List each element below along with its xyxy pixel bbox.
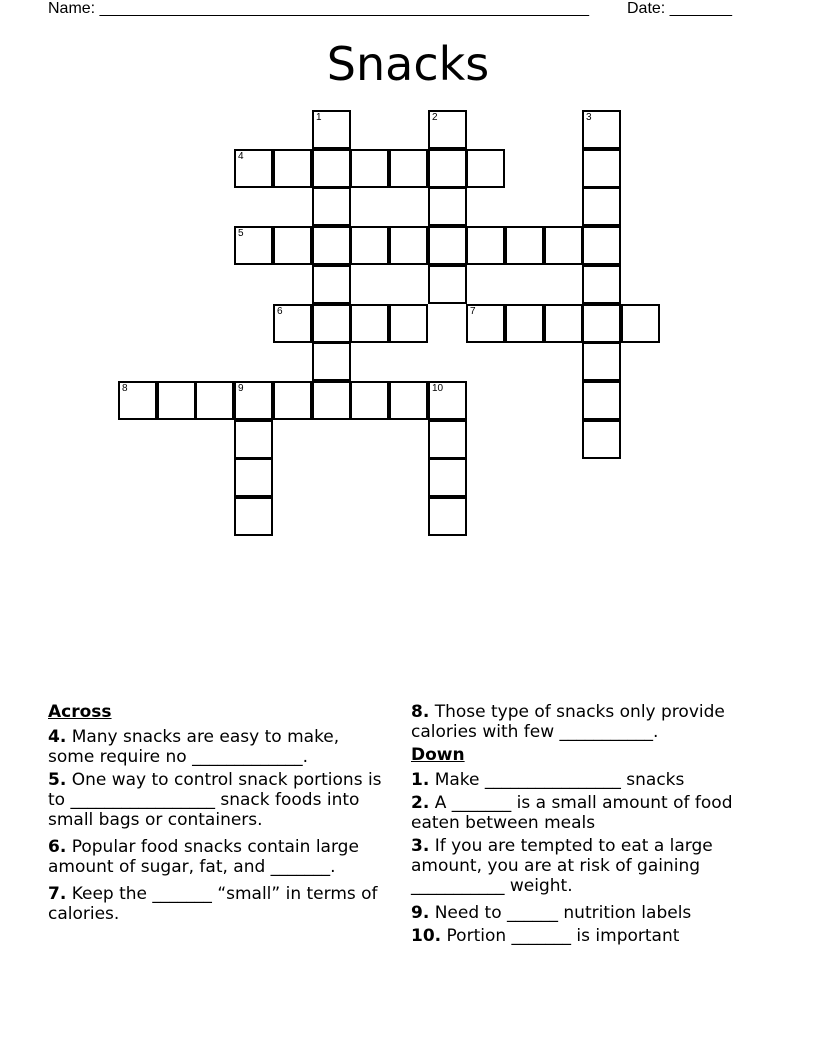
cell-number: 6	[277, 306, 283, 317]
crossword-cell[interactable]	[582, 226, 621, 265]
crossword-cell[interactable]	[350, 149, 389, 188]
crossword-cell[interactable]	[195, 381, 234, 420]
cell-number: 8	[122, 383, 128, 394]
crossword-cell[interactable]	[544, 226, 583, 265]
clue-number: 6.	[48, 837, 67, 857]
crossword-cell[interactable]	[273, 304, 312, 343]
name-field-label: Name: _______________________________________________________	[48, 0, 589, 17]
crossword-cell[interactable]	[273, 381, 312, 420]
clue-down-10	[411, 926, 761, 946]
crossword-cell[interactable]	[312, 342, 351, 381]
crossword-cell[interactable]	[312, 265, 351, 304]
crossword-cell[interactable]	[466, 149, 505, 188]
clue-number: 4.	[48, 727, 67, 747]
crossword-cell[interactable]	[544, 304, 583, 343]
crossword-cell[interactable]	[466, 304, 505, 343]
clue-number: 3.	[411, 836, 430, 856]
crossword-cell[interactable]	[505, 226, 544, 265]
crossword-cell[interactable]	[273, 226, 312, 265]
clue-down-2	[411, 793, 761, 833]
clue-text: Many snacks are easy to make, some require no _____________.	[48, 727, 340, 767]
crossword-cell[interactable]	[234, 381, 273, 420]
cell-number: 3	[586, 112, 592, 123]
crossword-cell[interactable]	[389, 381, 428, 420]
clue-down-1	[411, 770, 761, 790]
clue-number: 5.	[48, 770, 67, 790]
crossword-cell[interactable]	[389, 304, 428, 343]
cell-number: 7	[470, 306, 476, 317]
cell-number: 5	[238, 228, 244, 239]
crossword-cell[interactable]	[582, 381, 621, 420]
clue-text: One way to control snack portions is to _________________ snack foods into small bags or containers.	[48, 770, 382, 830]
crossword-cell[interactable]	[428, 149, 467, 188]
across-heading: Across	[48, 702, 112, 722]
clue-across-7	[48, 884, 388, 924]
clue-text: Popular food snacks contain large amount of sugar, fat, and _______.	[48, 837, 359, 877]
crossword-cell[interactable]	[428, 110, 467, 149]
clue-text: Keep the _______ “small” in terms of calories.	[48, 884, 378, 924]
crossword-cell[interactable]	[350, 304, 389, 343]
crossword-cell[interactable]	[582, 149, 621, 188]
crossword-cell[interactable]	[582, 304, 621, 343]
crossword-cell[interactable]	[428, 420, 467, 459]
date-field-label: Date: _______	[627, 0, 732, 17]
crossword-cell[interactable]	[350, 226, 389, 265]
crossword-cell[interactable]	[312, 110, 351, 149]
crossword-cell[interactable]	[428, 265, 467, 304]
crossword-cell[interactable]	[312, 226, 351, 265]
clue-across-4	[48, 727, 388, 767]
clue-text: Need to ______ nutrition labels	[429, 903, 692, 923]
cell-number: 10	[432, 383, 444, 394]
crossword-cell[interactable]	[389, 226, 428, 265]
crossword-cell[interactable]	[428, 226, 467, 265]
clue-across-8	[411, 702, 761, 742]
crossword-cell[interactable]	[428, 458, 467, 497]
cell-number: 1	[316, 112, 322, 123]
cell-number: 9	[238, 383, 244, 394]
clue-text: Make ________________ snacks	[429, 770, 685, 790]
clue-text: A _______ is a small amount of food eaten between meals	[411, 793, 733, 833]
crossword-cell[interactable]	[312, 381, 351, 420]
clue-down-9	[411, 903, 761, 923]
crossword-cell[interactable]	[582, 420, 621, 459]
cell-number: 4	[238, 151, 244, 162]
crossword-cell[interactable]	[582, 187, 621, 226]
crossword-cell[interactable]	[389, 149, 428, 188]
clue-text: Those type of snacks only provide calories with few ___________.	[411, 702, 725, 742]
clue-number: 7.	[48, 884, 67, 904]
crossword-cell[interactable]	[582, 265, 621, 304]
crossword-cell[interactable]	[234, 458, 273, 497]
crossword-cell[interactable]	[312, 304, 351, 343]
crossword-cell[interactable]	[234, 226, 273, 265]
clue-number: 9.	[411, 903, 430, 923]
crossword-cell[interactable]	[428, 187, 467, 226]
crossword-cell[interactable]	[312, 149, 351, 188]
clue-across-6	[48, 837, 388, 877]
clue-number: 1.	[411, 770, 430, 790]
clue-number: 2.	[411, 793, 430, 813]
crossword-cell[interactable]	[234, 420, 273, 459]
crossword-cell[interactable]	[621, 304, 660, 343]
crossword-cell[interactable]	[234, 149, 273, 188]
crossword-cell[interactable]	[428, 381, 467, 420]
clue-text: If you are tempted to eat a large amount, you are at risk of gaining ___________ weight.	[411, 836, 713, 896]
crossword-cell[interactable]	[505, 304, 544, 343]
crossword-cell[interactable]	[234, 497, 273, 536]
crossword-cell[interactable]	[118, 381, 157, 420]
crossword-cell[interactable]	[428, 497, 467, 536]
crossword-cell[interactable]	[350, 381, 389, 420]
crossword-cell[interactable]	[157, 381, 196, 420]
down-heading: Down	[411, 745, 465, 765]
crossword-cell[interactable]	[582, 342, 621, 381]
clue-across-5	[48, 770, 388, 830]
crossword-cell[interactable]	[273, 149, 312, 188]
crossword-cell[interactable]	[466, 226, 505, 265]
crossword-cell[interactable]	[312, 187, 351, 226]
clues-right-column	[411, 702, 761, 953]
clue-down-3	[411, 836, 761, 896]
puzzle-title: Snacks	[326, 37, 490, 91]
clues-left-column	[48, 702, 388, 931]
cell-number: 2	[432, 112, 438, 123]
clue-text: Portion _______ is important	[441, 926, 680, 946]
clue-number: 10.	[411, 926, 442, 946]
crossword-cell[interactable]	[582, 110, 621, 149]
clue-number: 8.	[411, 702, 430, 722]
